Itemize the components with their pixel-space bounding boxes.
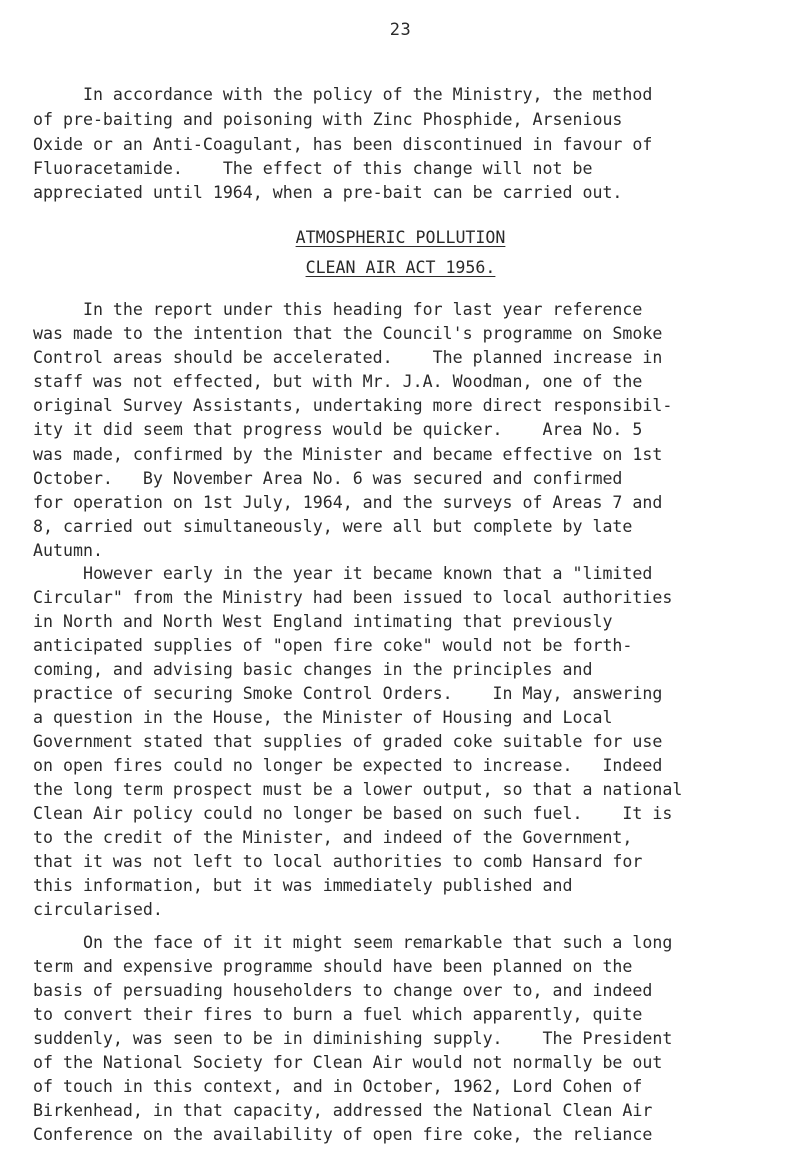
text-line: In the report under this heading for last year reference [33,300,643,319]
text-line: Clean Air policy could no longer be based on such fuel. It is [33,804,673,823]
text-line: of the National Society for Clean Air would not normally be out [33,1053,663,1072]
text-line: On the face of it it might seem remarkable that such a long [33,933,673,952]
text-line: October. By November Area No. 6 was secured and confirmed [33,469,623,488]
text-line: on open fires could no longer be expected to increase. Indeed [33,756,663,775]
text-line: coming, and advising basic changes in the principles and [33,660,593,679]
text-line: staff was not effected, but with Mr. J.A. Woodman, one of the [33,372,643,391]
section-heading [0,230,801,247]
text-line: ity it did seem that progress would be quicker. Area No. 5 [33,420,643,439]
text-line: Oxide or an Anti-Coagulant, has been discontinued in favour of [33,135,653,154]
text-line: the long term prospect must be a lower output, so that a national [33,780,683,799]
text-line: for operation on 1st July, 1964, and the surveys of Areas 7 and [33,493,663,512]
text-line: 8, carried out simultaneously, were all but complete by late [33,517,633,536]
text-line: anticipated supplies of "open fire coke" would not be forth- [33,636,633,655]
text-line: a question in the House, the Minister of Housing and Local [33,708,613,727]
text-line: Circular" from the Ministry had been issued to local authorities [33,588,673,607]
text-line: practice of securing Smoke Control Orders. In May, answering [33,684,663,703]
text-line: In accordance with the policy of the Ministry, the method [33,85,653,104]
text-line: term and expensive programme should have been planned on the [33,957,633,976]
text-line: that it was not left to local authorities to comb Hansard for [33,852,643,871]
text-line: Fluoracetamide. The effect of this change will not be [33,159,593,178]
text-line: circularised. [33,900,163,919]
text-line: to the credit of the Minister, and indeed of the Government, [33,828,633,847]
text-line: this information, but it was immediately published and [33,876,573,895]
subsection-heading-text: CLEAN AIR ACT 1956. [305,258,496,277]
subsection-heading [0,260,801,277]
section-heading-text: ATMOSPHERIC POLLUTION [295,228,506,247]
page-number: 23 [389,20,412,40]
text-line: of touch in this context, and in October, 1962, Lord Cohen of [33,1077,643,1096]
text-line: in North and North West England intimating that previously [33,612,613,631]
text-line: Autumn. [33,541,103,560]
text-line: basis of persuading householders to change over to, and indeed [33,981,653,1000]
text-line: Government stated that supplies of graded coke suitable for use [33,732,663,751]
text-line: Birkenhead, in that capacity, addressed the National Clean Air [33,1101,653,1120]
text-line: Conference on the availability of open fire coke, the reliance [33,1125,653,1144]
text-line: of pre-baiting and poisoning with Zinc Phosphide, Arsenious [33,110,623,129]
text-line: to convert their fires to burn a fuel which apparently, quite [33,1005,643,1024]
text-line: Control areas should be accelerated. The planned increase in [33,348,663,367]
text-line: suddenly, was seen to be in diminishing supply. The President [33,1029,673,1048]
text-line: was made, confirmed by the Minister and became effective on 1st [33,445,663,464]
text-line: However early in the year it became known that a "limited [33,564,653,583]
text-line: was made to the intention that the Council's programme on Smoke [33,324,663,343]
text-line: appreciated until 1964, when a pre-bait can be carried out. [33,183,623,202]
text-line: original Survey Assistants, undertaking more direct responsibil- [33,396,673,415]
